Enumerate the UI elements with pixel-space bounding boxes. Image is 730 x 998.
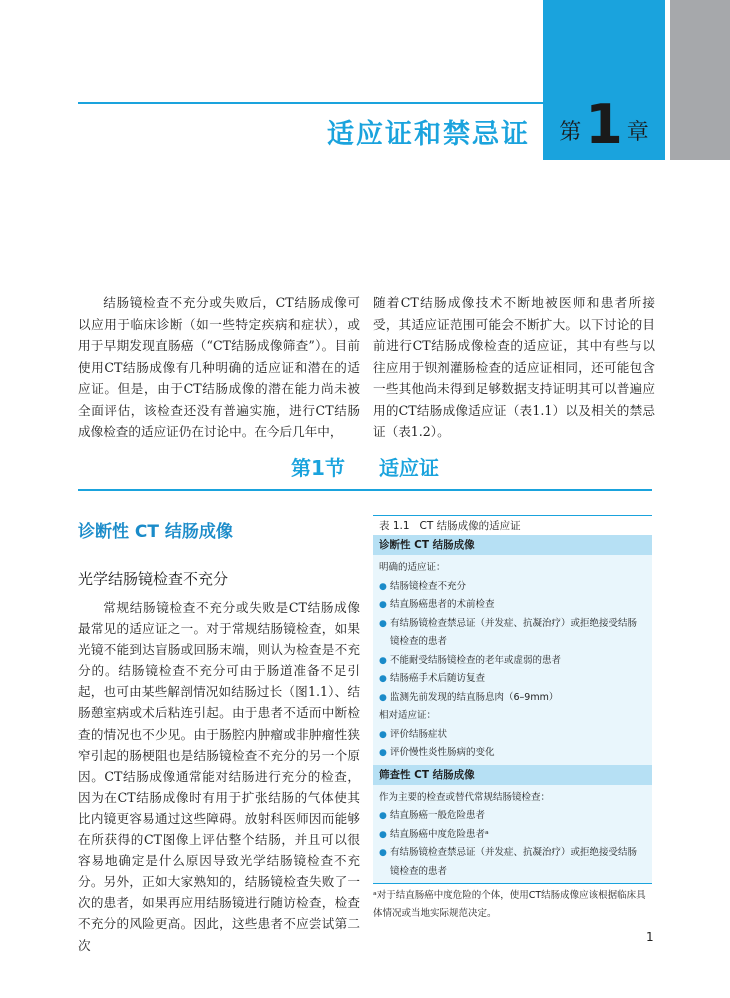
subheading-diagnostic: 诊断性 CT 结肠成像 <box>78 522 233 542</box>
table-list-item: ● 结直肠癌中度危险患者ᵃ <box>379 826 646 845</box>
table-section-heading-screening: 筛查性 CT 结肠成像 <box>373 765 652 785</box>
bullet-icon: ● <box>379 811 387 821</box>
chapter-label-suffix: 章 <box>626 120 649 145</box>
bullet-icon: ● <box>379 600 387 610</box>
table-list-item: ● 结直肠癌一般危险患者 <box>379 807 646 826</box>
page-number: 1 <box>646 930 654 944</box>
table-list-item: ● 结肠镜检查不充分 <box>379 578 646 597</box>
section-rule <box>78 489 652 491</box>
chapter-label <box>543 88 665 160</box>
table-list-item: ● 结直肠癌患者的术前检查 <box>379 596 646 615</box>
bullet-icon: ● <box>379 618 387 629</box>
table-list-item: ● 有结肠镜检查禁忌证（并发症、抗凝治疗）或拒绝接受结肠镜检查的患者 <box>379 615 646 652</box>
section-title: 适应证 <box>378 456 439 480</box>
table-label-relative: 相对适应证： <box>379 710 437 721</box>
chapter-title-rule <box>78 102 543 104</box>
body-paragraph: 常规结肠镜检查不充分或失败是CT结肠成像最常见的适应证之一。对于常规结肠镜检查，如果光镜不能到达盲肠或回肠末端，则认为检查是不充分的。结肠镜检查不充分可由于肠道准备不足引起，也可由某些解剖情况如结肠过长（图1.1）、结肠憩室病或术后粘连引起。由于患者不适而中断检查的情况也不少见。由于肠腔内肿瘤或非肿瘤性狭窄引起的肠梗阻也是结肠镜检查不充分的另一个原因。CT结肠成像通常能对结肠进行充分的检查，因为在CT结肠成像时有用于扩张结肠的气体使其比内镜更容易通过这些障碍。放射科医师因而能够在所获得的CT图像上评估整个结肠，并且可以很容易地确定是什么原因导致光学结肠镜检查不充分。另外，正如大家熟知的，结肠镜检查失败了一次的患者，如果再应用结肠镜进行随访检查，检查不充分的风险更高。因此，这些患者不应尝试第二次 <box>78 600 360 953</box>
table-list-item: ● 不能耐受结肠镜检查的老年或虚弱的患者 <box>379 652 646 671</box>
table-caption-text: CT 结肠成像的适应证 <box>419 520 521 532</box>
table-list-item: ● 监测先前发现的结直肠息肉（6–9mm） <box>379 689 646 708</box>
table-section-body-screening <box>373 785 652 884</box>
table-caption <box>373 515 652 535</box>
table-list-item: ● 评价慢性炎性肠病的变化 <box>379 744 646 763</box>
bullet-icon: ● <box>379 655 387 666</box>
bullet-icon: ● <box>379 748 387 758</box>
table-label-definite: 明确的适应证： <box>379 562 446 573</box>
intro-paragraph-right: 随着CT结肠成像技术不断地被医师和患者所接受，其适应证范围可能会不断扩大。以下讨论的目前进行CT结肠成像检查的适应证，其中有些与以往应用于钡剂灌肠检查的适应证相同，还可能包含一些其他尚未得到足够数据支持证明其可以普遍应用的CT结肠成像适应证（表1.1）以及相关的禁忌证（表1.2）。 <box>373 295 655 439</box>
table-section-heading-diagnostic: 诊断性 CT 结肠成像 <box>373 535 652 555</box>
table-footnote: ᵃ对于结直肠癌中度危险的个体，使用CT结肠成像应该根据临床具体情况或当地实际规范决定。 <box>373 883 652 922</box>
chapter-title: 适应证和禁忌证 <box>327 119 530 150</box>
table-list-item: ● 有结肠镜检查禁忌证（并发症、抗凝治疗）或拒绝接受结肠镜检查的患者 <box>379 844 646 881</box>
intro-paragraph-left: 结肠镜检查不充分或失败后，CT结肠成像可以应用于临床诊断（如一些特定疾病和症状），或用于早期发现直肠癌（“CT结肠成像筛查”）。目前使用CT结肠成像有几种明确的适应证和潜在的适应证。但是，由于CT结肠成像的潜在能力尚未被全面评估，该检查还没有普遍实施，进行CT结肠成像检查的适应证仍在讨论中。在今后几年中， <box>78 295 360 439</box>
table-list-item: ● 评价结肠症状 <box>379 726 646 745</box>
chapter-label-prefix: 第 <box>559 120 582 145</box>
section-heading <box>0 452 730 481</box>
bullet-icon: ● <box>379 692 387 703</box>
table-label-screening: 作为主要的检查或替代常规结肠镜检查： <box>379 791 551 803</box>
bullet-icon: ● <box>379 674 387 684</box>
bullet-icon: ● <box>379 848 387 858</box>
subheading-inadequate-colonoscopy: 光学结肠镜检查不充分 <box>78 570 229 588</box>
header-gray-block <box>670 0 730 160</box>
bullet-icon: ● <box>379 581 387 592</box>
section-number: 第1节 <box>291 456 345 480</box>
table-section-body-diagnostic <box>373 555 652 765</box>
table-1-1 <box>373 515 652 922</box>
table-list-item: ● 结肠癌手术后随访复查 <box>379 670 646 689</box>
bullet-icon: ● <box>379 729 387 740</box>
chapter-number: 1 <box>585 93 623 156</box>
bullet-icon: ● <box>379 829 387 840</box>
table-number: 表 1.1 <box>379 520 410 532</box>
